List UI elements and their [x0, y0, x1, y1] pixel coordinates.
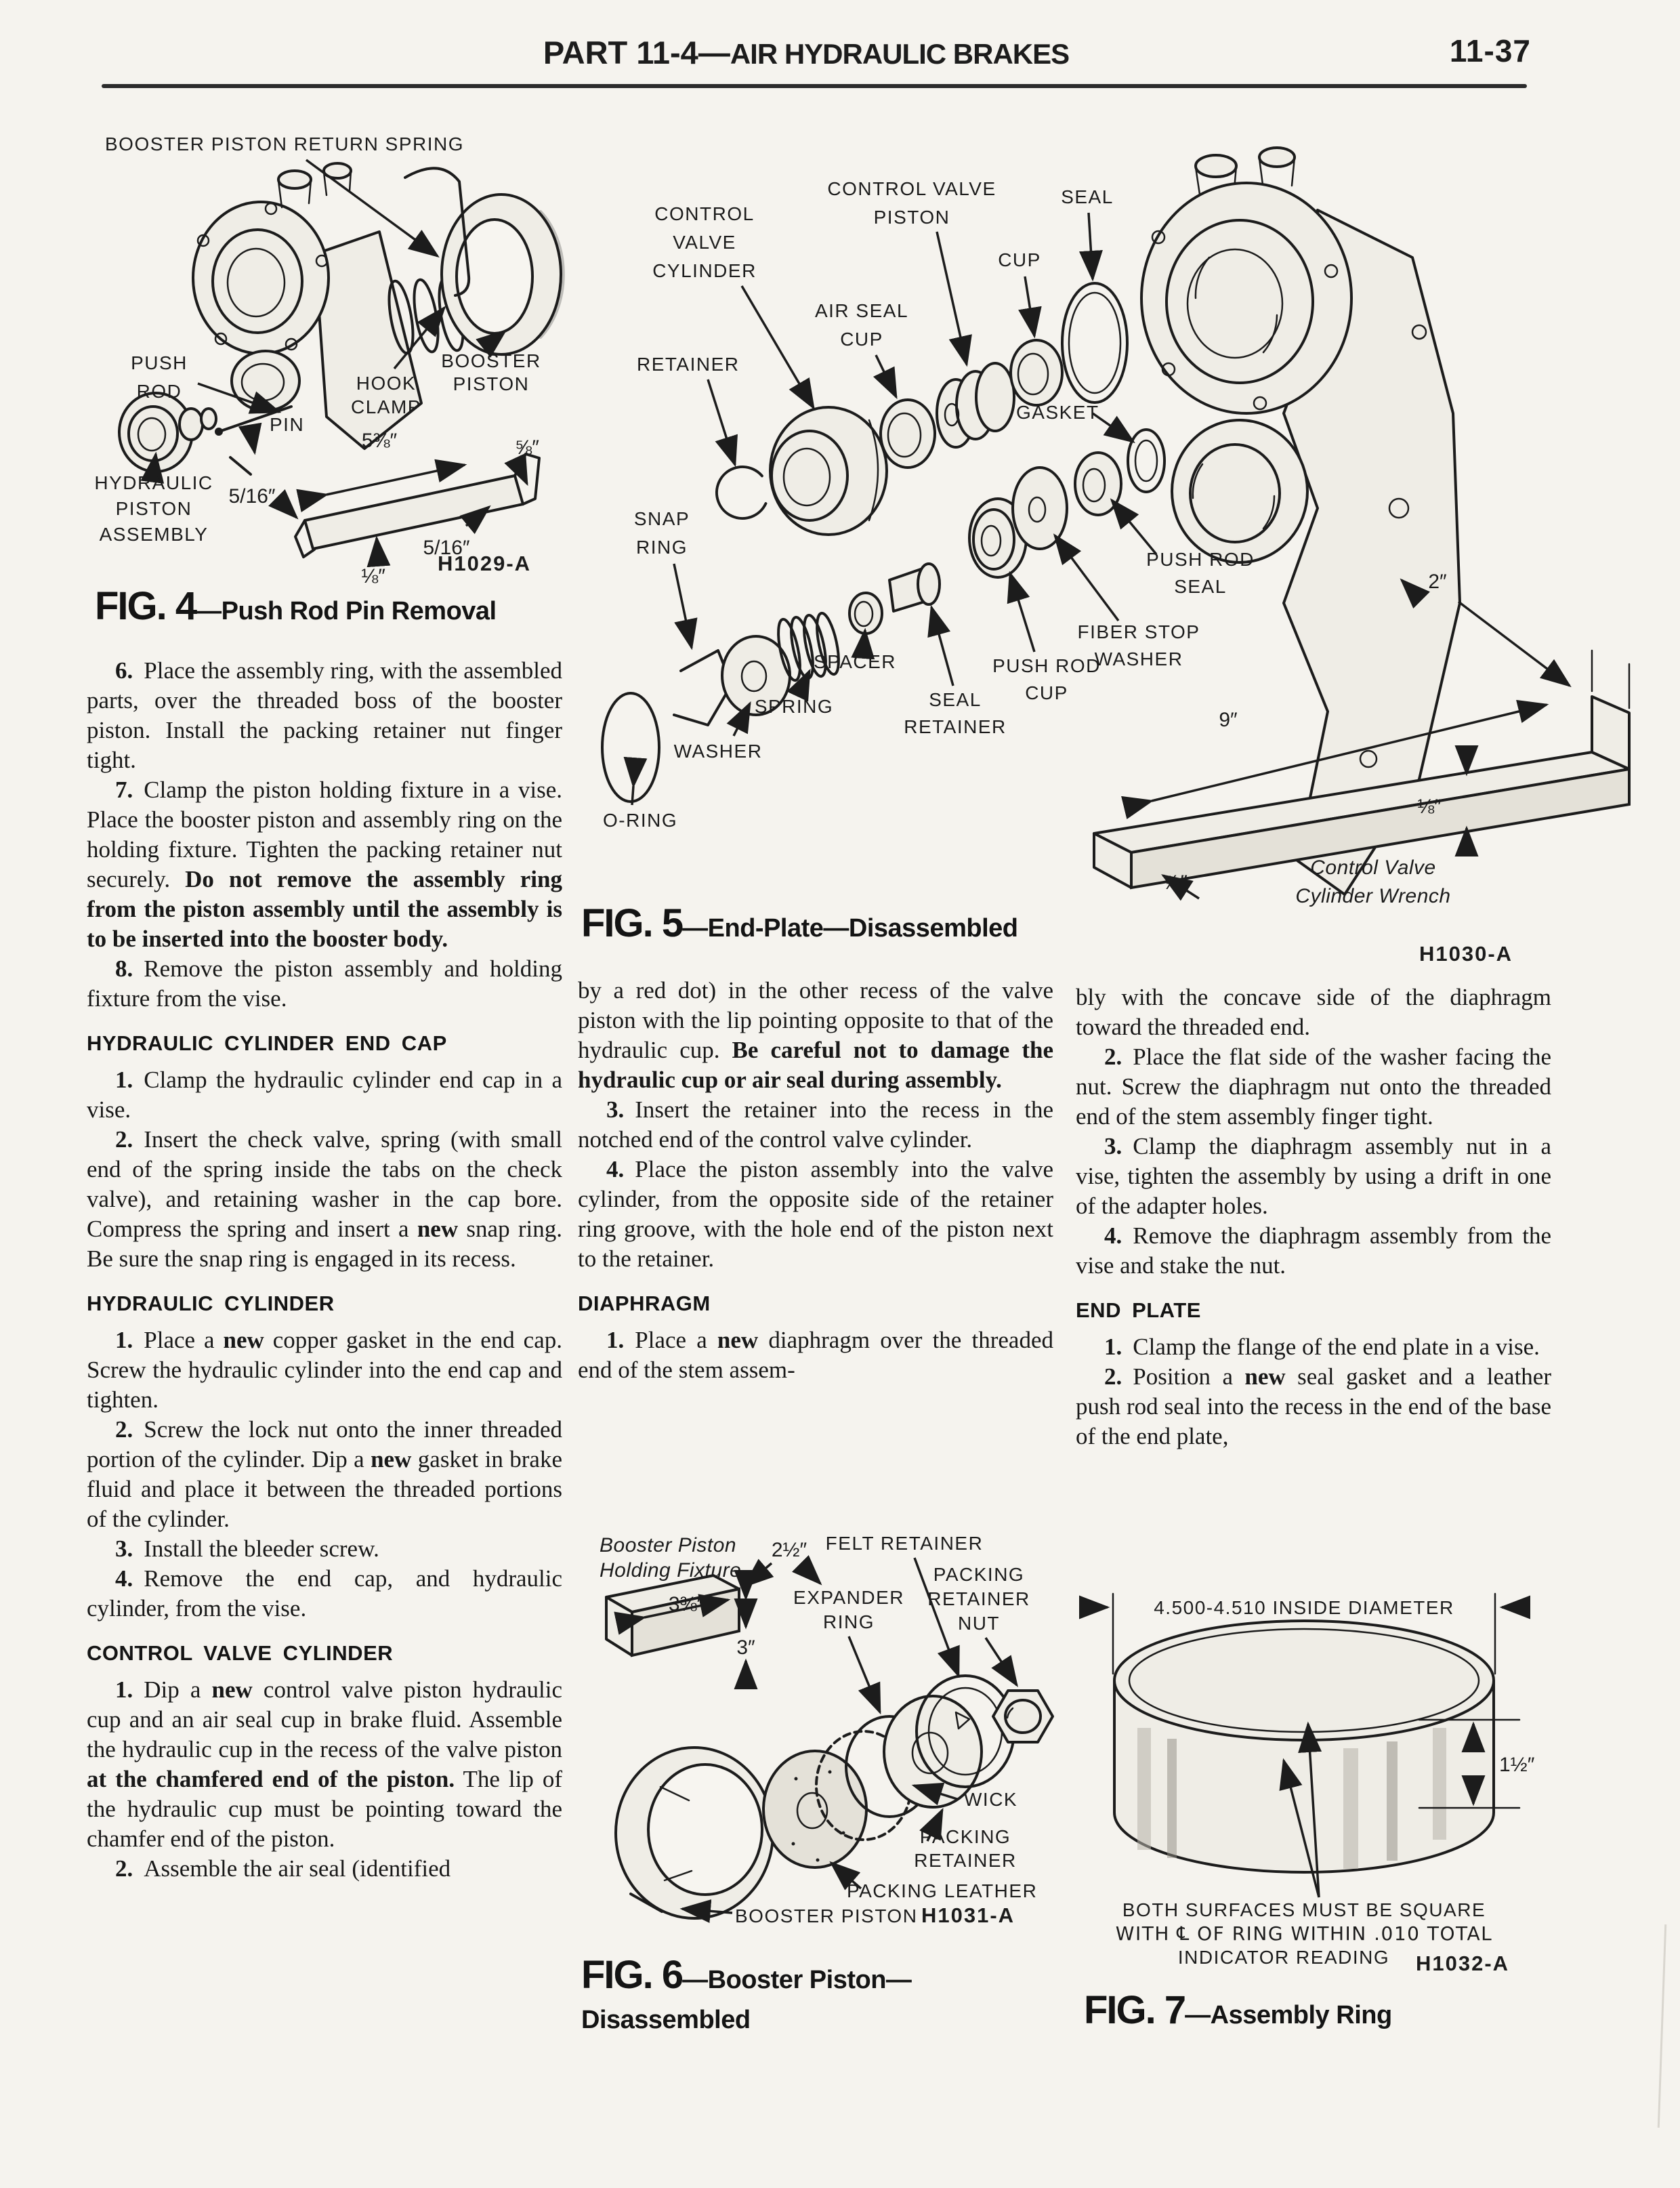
step: 1. Clamp the flange of the end plate in a vise.: [1104, 1334, 1540, 1360]
middle-column: [578, 976, 1053, 1385]
dim-1-1-2: 1½″: [1499, 1754, 1535, 1776]
label-pin: PIN: [270, 414, 305, 435]
label-wick: WICK: [964, 1789, 1018, 1810]
paragraph-continuation: bly with the concave side of the diaphragm toward the threaded end.: [1076, 984, 1551, 1040]
pin-part: [230, 457, 251, 474]
label-control-valve-cylinder: VALVE: [673, 232, 736, 253]
fig4-caption: [95, 584, 497, 628]
label-push-rod-seal: SEAL: [1174, 576, 1227, 597]
step: 2. Position a new seal gasket and a leather push rod seal into the recess in the end of the base of the end plate,: [1076, 1363, 1551, 1449]
label-booster-piston: BOOSTER PISTON: [735, 1905, 918, 1926]
fig7-caption-title: —Assembly Ring: [1185, 2001, 1392, 2029]
step: 2. Place the flat side of the washer facing the nut. Screw the diaphragm nut onto the threaded end of the stem assembly finger tight.: [1076, 1044, 1551, 1130]
header-rule: [102, 84, 1527, 88]
label-squareness-note: INDICATOR READING: [1177, 1947, 1390, 1968]
label-packing-retainer: RETAINER: [914, 1850, 1017, 1871]
label-inside-diameter: 4.500-4.510 INSIDE DIAMETER: [1154, 1597, 1454, 1618]
dim-2-1-2: 2½″: [771, 1539, 807, 1561]
label-hydraulic-piston-assembly: ASSEMBLY: [99, 524, 209, 545]
label-gasket: GASKET: [1016, 402, 1099, 423]
page-header: [0, 33, 1612, 70]
label-control-valve-cylinder: CONTROL: [654, 203, 755, 224]
label-holding-fixture: Booster Piston: [600, 1534, 737, 1556]
label-push-rod: ROD: [136, 381, 182, 402]
assembly-ring-drawing: [1114, 1621, 1494, 1897]
fig7-drawing: [1080, 1579, 1666, 1982]
fig6-code: H1031-A: [921, 1903, 1015, 1927]
section-title: AIR HYDRAULIC BRAKES: [730, 38, 1070, 70]
label-o-ring: O-RING: [603, 810, 678, 831]
label-retainer: RETAINER: [637, 354, 740, 375]
step: 1. Place a new copper gasket in the end cap. Screw the hydraulic cylinder into the end cap and tighten.: [87, 1327, 562, 1413]
step: 7. Clamp the piston holding fixture in a vise. Place the booster piston and assembly ring on the holding fixture. Tighten the packing retainer nut securely. Do not remove the assembly ring from the piston assembly until the assembly is to be inserted into the booster body.: [87, 777, 562, 952]
label-packing-retainer-nut: PACKING: [933, 1564, 1025, 1585]
dim-2: 2″: [1428, 571, 1447, 593]
label-seal-retainer: SEAL: [929, 689, 982, 710]
label-squareness-note: WITH ℄ OF RING WITHIN .010 TOTAL: [1115, 1922, 1493, 1945]
label-hydraulic-piston-assembly: PISTON: [115, 498, 192, 519]
paragraph-continuation: by a red dot) in the other recess of the valve piston with the lip pointing opposite to that of the hydraulic cup. Be careful not to damage the hydraulic cup or air seal during assembly.: [578, 977, 1053, 1093]
label-wrench-name: Cylinder Wrench: [1295, 885, 1451, 907]
fig5-drawing: [579, 129, 1666, 983]
dim-5-3-8: 5⅜″: [361, 430, 398, 452]
dim-9: 9″: [1219, 709, 1238, 731]
left-column: [87, 656, 562, 1884]
label-control-valve-piston: CONTROL VALVE: [827, 178, 996, 199]
dim-5-16-right: 5/16″: [423, 537, 470, 559]
label-cup: CUP: [998, 249, 1041, 270]
label-booster-piston: PISTON: [453, 373, 530, 394]
label-push-rod-cup: CUP: [1025, 682, 1068, 703]
label-booster-piston: BOOSTER: [441, 350, 541, 371]
label-control-valve-cylinder: CYLINDER: [652, 260, 757, 281]
step: 1. Place a new diaphragm over the threaded end of the stem assem-: [578, 1327, 1053, 1383]
fig5-caption-number: FIG. 5: [581, 901, 683, 945]
step: 8. Remove the piston assembly and holding fixture from the vise.: [87, 955, 562, 1012]
step: 4. Remove the end cap, and hydraulic cylinder, from the vise.: [87, 1565, 562, 1622]
step: 2. Screw the lock nut onto the inner threaded portion of the cylinder. Dip a new gasket in brake fluid and place it between the threaded portions of the cylinder.: [87, 1416, 562, 1532]
fig7-caption: [1084, 1988, 1392, 2032]
label-packing-retainer: PACKING: [919, 1826, 1011, 1847]
step: 3. Insert the retainer into the recess in the notched end of the control valve cylinder.: [578, 1096, 1053, 1153]
label-spring: SPRING: [754, 696, 834, 717]
fig4-caption-title: —Push Rod Pin Removal: [196, 597, 497, 625]
heading-control-valve-cylinder: CONTROL VALVE CYLINDER: [87, 1641, 394, 1665]
page-number: 11-37: [1449, 33, 1531, 68]
label-snap-ring: SNAP: [633, 508, 690, 529]
label-packing-leather: PACKING LEATHER: [847, 1880, 1038, 1901]
label-hook-clamp: HOOK: [356, 373, 417, 394]
dim-1-8: ⅛″: [361, 565, 385, 587]
label-hook-clamp: CLAMP: [351, 396, 421, 417]
label-control-valve-piston: PISTON: [873, 207, 950, 228]
step: 4. Place the piston assembly into the valve cylinder, from the opposite side of the retainer ring groove, with the hole end of the piston next to the retainer.: [578, 1156, 1053, 1272]
header-dash: —: [698, 35, 730, 70]
fig6-caption: [581, 1953, 912, 2034]
fig7-caption-number: FIG. 7: [1084, 1988, 1185, 2032]
label-booster-piston-return-spring: BOOSTER PISTON RETURN SPRING: [105, 133, 464, 154]
dim-3: 3″: [736, 1636, 755, 1659]
label-push-rod-seal: PUSH ROD: [1146, 549, 1255, 570]
fig5-caption: [581, 901, 1018, 945]
label-air-seal-cup: AIR SEAL: [814, 300, 909, 321]
dim-3-3-8: 3⅜″: [668, 1593, 705, 1615]
step: 2. Insert the check valve, spring (with small end of the spring inside the tabs on the check valve), and retaining washer in the cap bore. Compress the spring and insert a new snap ring. Be sure the snap ring is engaged in its recess.: [87, 1126, 562, 1272]
label-wrench-name: Control Valve: [1310, 856, 1436, 879]
label-spacer: SPACER: [813, 651, 897, 672]
fig6-drawing: [579, 1528, 1070, 1948]
dim-1-8: ⅛″: [1417, 796, 1442, 818]
fig5-caption-title: —End-Plate—Disassembled: [682, 914, 1018, 943]
label-push-rod: PUSH: [131, 352, 188, 373]
dim-5-8: ⅝″: [515, 436, 539, 459]
right-column: [1076, 983, 1551, 1451]
part-number: PART 11-4: [543, 35, 698, 70]
label-holding-fixture: Holding Fixture: [600, 1559, 742, 1582]
label-fiber-stop-washer: WASHER: [1094, 648, 1183, 669]
label-squareness-note: BOTH SURFACES MUST BE SQUARE: [1122, 1899, 1486, 1920]
fig6-caption-number: FIG. 6: [581, 1953, 683, 1997]
booster-piston-part: [442, 194, 564, 354]
heading-hydraulic-cylinder-end-cap: HYDRAULIC CYLINDER END CAP: [87, 1031, 447, 1055]
step: 1. Dip a new control valve piston hydraulic cup and an air seal cup in brake fluid. Assemble the hydraulic cup in the recess of the valve piston at the chamfered end of the piston. The lip of the hydraulic cup must be pointing toward the chamfer end of the piston.: [87, 1676, 562, 1852]
fig5-code: H1030-A: [1419, 942, 1513, 966]
label-packing-retainer-nut: NUT: [957, 1613, 1001, 1634]
label-felt-retainer: FELT RETAINER: [825, 1533, 984, 1554]
step: 1. Clamp the hydraulic cylinder end cap in a vise.: [87, 1067, 562, 1123]
label-expander-ring: EXPANDER: [793, 1587, 904, 1608]
label-fiber-stop-washer: FIBER STOP: [1077, 621, 1200, 642]
label-washer: WASHER: [673, 741, 763, 762]
step: 3. Clamp the diaphragm assembly nut in a vise, tighten the assembly by using a drift in one of the adapter holes.: [1076, 1133, 1551, 1219]
dim-7-8: ⅞″: [1163, 871, 1188, 894]
fig7-code: H1032-A: [1416, 1952, 1510, 1975]
hook-clamp-dimension-drawing: [278, 454, 539, 557]
step: 2. Assemble the air seal (identified: [115, 1855, 451, 1882]
label-seal-retainer: RETAINER: [904, 716, 1007, 737]
step: 4. Remove the diaphragm assembly from the vise and stake the nut.: [1076, 1222, 1551, 1279]
label-seal: SEAL: [1061, 186, 1114, 207]
fig6-caption-title: —Booster Piston—: [682, 1966, 912, 1994]
heading-end-plate: END PLATE: [1076, 1298, 1201, 1322]
step: 3. Install the bleeder screw.: [115, 1535, 379, 1562]
label-air-seal-cup: CUP: [840, 329, 883, 350]
dim-5-16-left: 5/16″: [228, 485, 276, 508]
fig4-code: H1029-A: [438, 552, 532, 575]
step: 6. Place the assembly ring, with the assembled parts, over the threaded boss of the booster piston. Install the packing retainer nut finger tight.: [87, 657, 562, 773]
label-packing-retainer-nut: RETAINER: [927, 1588, 1030, 1609]
hydraulic-piston-assembly-part: [119, 393, 216, 472]
fig6-caption-title-line2: Disassembled: [581, 2006, 751, 2034]
fig4-caption-number: FIG. 4: [95, 584, 196, 628]
label-push-rod-cup: PUSH ROD: [992, 655, 1101, 676]
label-snap-ring: RING: [636, 537, 688, 558]
heading-diaphragm: DIAPHRAGM: [578, 1292, 711, 1315]
heading-hydraulic-cylinder: HYDRAULIC CYLINDER: [87, 1292, 335, 1315]
label-expander-ring: RING: [823, 1611, 875, 1632]
label-hydraulic-piston-assembly: HYDRAULIC: [94, 472, 213, 493]
